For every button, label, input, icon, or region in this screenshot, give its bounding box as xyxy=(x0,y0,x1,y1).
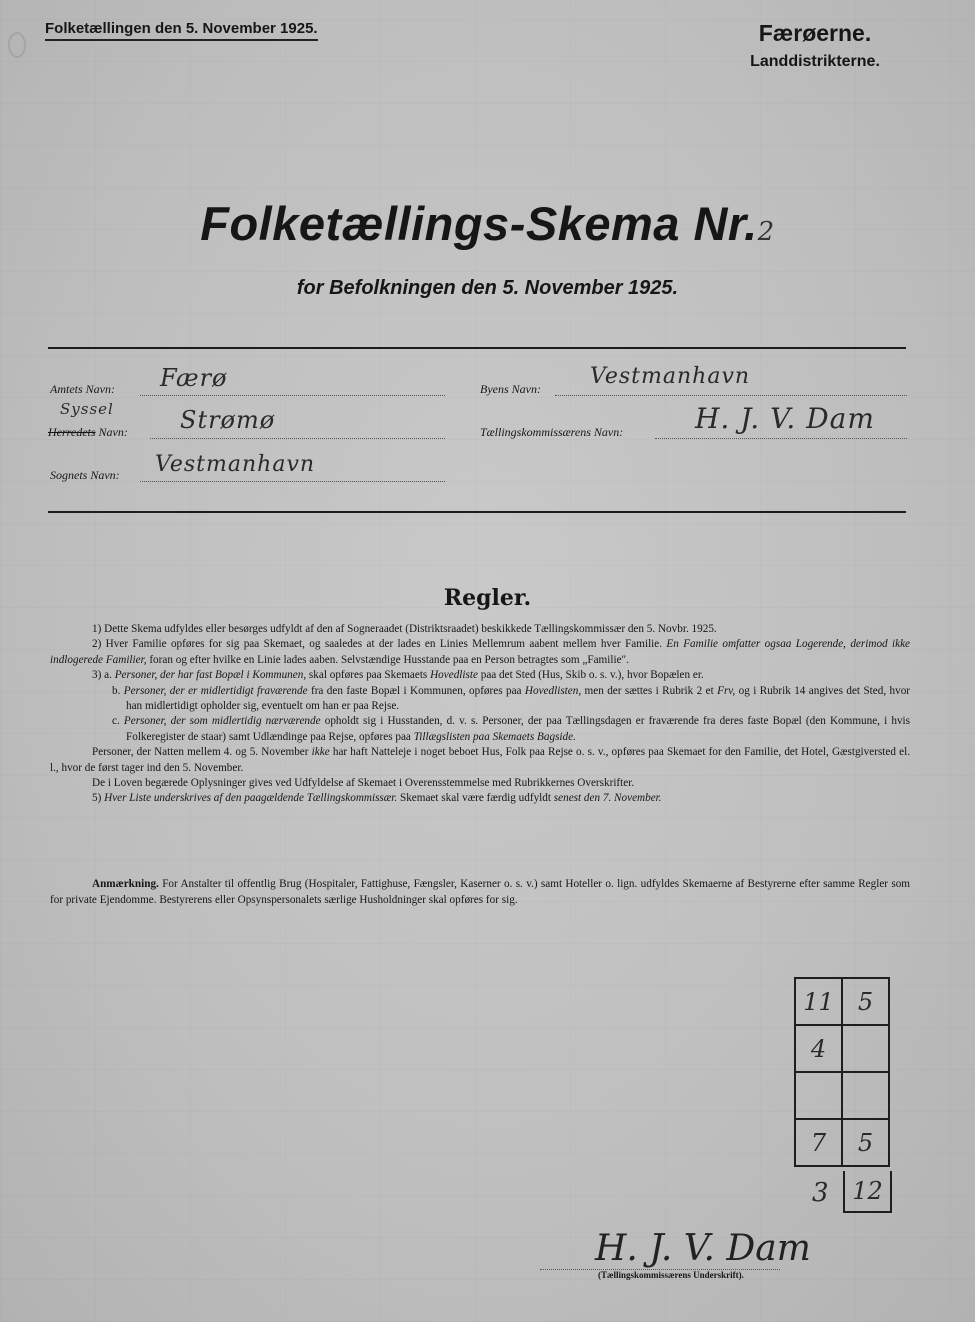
signature-caption: (Tællingskommissærens Underskrift). xyxy=(598,1270,744,1280)
rule-3a xyxy=(50,668,910,683)
sogn-label: Sognets Navn: xyxy=(50,468,120,482)
tally-total-left: 3 xyxy=(812,1178,829,1208)
rule-5-text: Skemaet skal være færdig udfyldt xyxy=(399,792,551,805)
tally-cell: 5 xyxy=(842,978,889,1025)
rule-3b-text3: og i Rubrik 14 angives det Sted, hvor han midlertidigt opholder sig, eventuelt om han er paa Rejse. xyxy=(126,684,911,713)
rule-3a-it: Personer, der har fast Bopæl i Kommunen, xyxy=(114,669,307,682)
anmaerkning xyxy=(50,876,910,908)
tally-row xyxy=(795,1025,889,1072)
tally-cell: 4 xyxy=(795,1025,842,1072)
tally-cell xyxy=(795,1072,842,1119)
rule-4 xyxy=(50,776,910,791)
herred-line xyxy=(150,437,445,439)
tally-row xyxy=(795,1072,889,1119)
tally-row xyxy=(795,978,889,1025)
rule-3b-text2: men der sættes i Rubrik 2 et xyxy=(584,684,714,697)
bottom-rule xyxy=(48,511,906,513)
rule-3a-it2: Hovedliste xyxy=(430,669,478,682)
header-district: Landdistrikterne. xyxy=(750,53,880,70)
rule-2 xyxy=(50,637,910,668)
rule-3b-it: Personer, der er midlertidigt fraværende xyxy=(123,684,308,697)
herred-struck-word: Herredets xyxy=(48,425,96,439)
kommissaer-line xyxy=(655,437,907,439)
tally-cell: 7 xyxy=(795,1119,842,1166)
herred-replacement: Syssel xyxy=(60,400,114,418)
rule-3b-it3: Frv, xyxy=(717,684,736,697)
rule-5-it: Hver Liste underskrives af den paagældende Tællingskommissær. xyxy=(104,792,398,805)
regler-heading: Regler. xyxy=(443,585,532,611)
rule-3c-num: c. xyxy=(112,715,120,728)
rule-5-it2: senest den 7. November. xyxy=(553,792,662,805)
by-value: Vestmanhavn xyxy=(590,364,751,389)
amt-label: Amtets Navn: xyxy=(50,382,115,396)
tally-total-right: 12 xyxy=(852,1177,883,1205)
form-number-handwritten: 2 xyxy=(757,217,775,247)
tally-cell: 5 xyxy=(842,1119,889,1166)
by-label: Byens Navn: xyxy=(480,382,541,396)
kommissaer-label: Tællingskommissærens Navn: xyxy=(480,425,624,439)
anmaerkning-label: Anmærkning. xyxy=(92,878,159,890)
amt-value: Færø xyxy=(160,364,228,392)
rule-3a-text: skal opføres paa Skemaets xyxy=(308,669,428,682)
rule-3b xyxy=(50,684,910,715)
tally-row xyxy=(795,1119,889,1166)
header-region: Færøerne. xyxy=(758,20,872,46)
tally-cell xyxy=(842,1025,889,1072)
signature-handwritten: H. J. V. Dam xyxy=(595,1228,811,1269)
regler-list xyxy=(50,622,910,807)
form-subtitle: for Befolkningen den 5. November 1925. xyxy=(296,277,679,299)
rule-2-text-a: 2) Hver Familie opføres for sig paa Skemaet, og saaledes at der lades en Linies Mellemrum aabent mellem hver Familie. xyxy=(92,638,663,651)
by-line xyxy=(555,394,907,396)
anmaerkning-text: For Anstalter til offentlig Brug (Hospitaler, Fattighuse, Fængsler, Kaserner o. s. v.) samt Hoteller o. lign. udfyldes Skemaerne af Bestyrerne efter samme Regler som for private Ejendomme. Bestyrerens eller Opsynspersonalets særlige Husholdninger skal opføres for sig. xyxy=(50,878,911,906)
herred-label-suffix: Navn: xyxy=(98,425,128,439)
tally-cell xyxy=(842,1072,889,1119)
rule-3d-text2: har haft Natteleje i noget beboet Hus, Folk paa Rejse o. s. v., opføres paa Skemaet for den Familie, det Hotel, Gæstgiversted el. l., hvor de først tager ind den 5. November. xyxy=(50,746,911,774)
sogn-value: Vestmanhavn xyxy=(155,452,316,477)
rule-3d-text: Personer, der Natten mellem 4. og 5. November xyxy=(92,746,309,759)
amt-line xyxy=(140,394,445,396)
rule-1 xyxy=(50,622,910,637)
herred-label xyxy=(48,425,128,440)
rule-3d xyxy=(50,745,910,776)
rule-3b-it2: Hovedlisten, xyxy=(524,684,582,697)
form-title xyxy=(0,196,975,251)
tally-box xyxy=(794,977,890,1167)
rule-2-text-b: En Familie omfatter ogsaa Logerende, derimod ikke indlogerede Familier, xyxy=(50,638,910,666)
rule-3a-num: 3) a. xyxy=(92,669,112,682)
rule-3c-it2: Tillægslisten paa Skemaets Bagside. xyxy=(413,730,576,743)
top-rule xyxy=(48,347,906,349)
rule-1-text: 1) Dette Skema udfyldes eller besørges udfyldt af den af Sogneraadet (Distriktsraadet) beskikkede Tællingskommissær den 5. Novbr. 1925. xyxy=(92,623,717,635)
rule-3c-text: opholdt sig i Husstanden, d. v. s. Personer, der paa Tællingsdagen er fraværende fra deres faste Bopæl (den Kommune, i hvis Folkeregister de staar) samt Udlændinge paa Rejse, opføres paa xyxy=(126,715,911,743)
punch-hole-mark xyxy=(8,32,26,58)
tally-total-box xyxy=(843,1171,892,1213)
rule-3c-it: Personer, der som midlertidig nærværende xyxy=(123,715,321,728)
sogn-line xyxy=(140,480,445,482)
form-title-text: Folketællings-Skema Nr. xyxy=(200,197,758,250)
rule-2-text-c: foran og efter hvilke en Linie lades aaben. Selvstændige Husstande paa en Person betragtes som „Familie". xyxy=(149,653,629,666)
rule-5 xyxy=(50,791,910,806)
herred-value: Strømø xyxy=(180,406,276,434)
rule-3d-it: ikke xyxy=(311,746,330,759)
header-census-date: Folketællingen den 5. November 1925. xyxy=(45,20,318,41)
kommissaer-value: H. J. V. Dam xyxy=(695,402,875,435)
rule-3b-num: b. xyxy=(112,684,121,697)
rule-3b-text: fra den faste Bopæl i Kommunen, opføres paa xyxy=(310,684,522,697)
tally-cell: 11 xyxy=(795,978,842,1025)
rule-4-text: De i Loven begærede Oplysninger gives ved Udfyldelse af Skemaet i Overensstemmelse med Rubrikkernes Overskrifter. xyxy=(92,777,635,790)
rule-5-num: 5) xyxy=(92,792,102,805)
rule-3c xyxy=(50,714,910,745)
rule-3a-text2: paa det Sted (Hus, Skib o. s. v.), hvor Bopælen er. xyxy=(480,669,704,682)
